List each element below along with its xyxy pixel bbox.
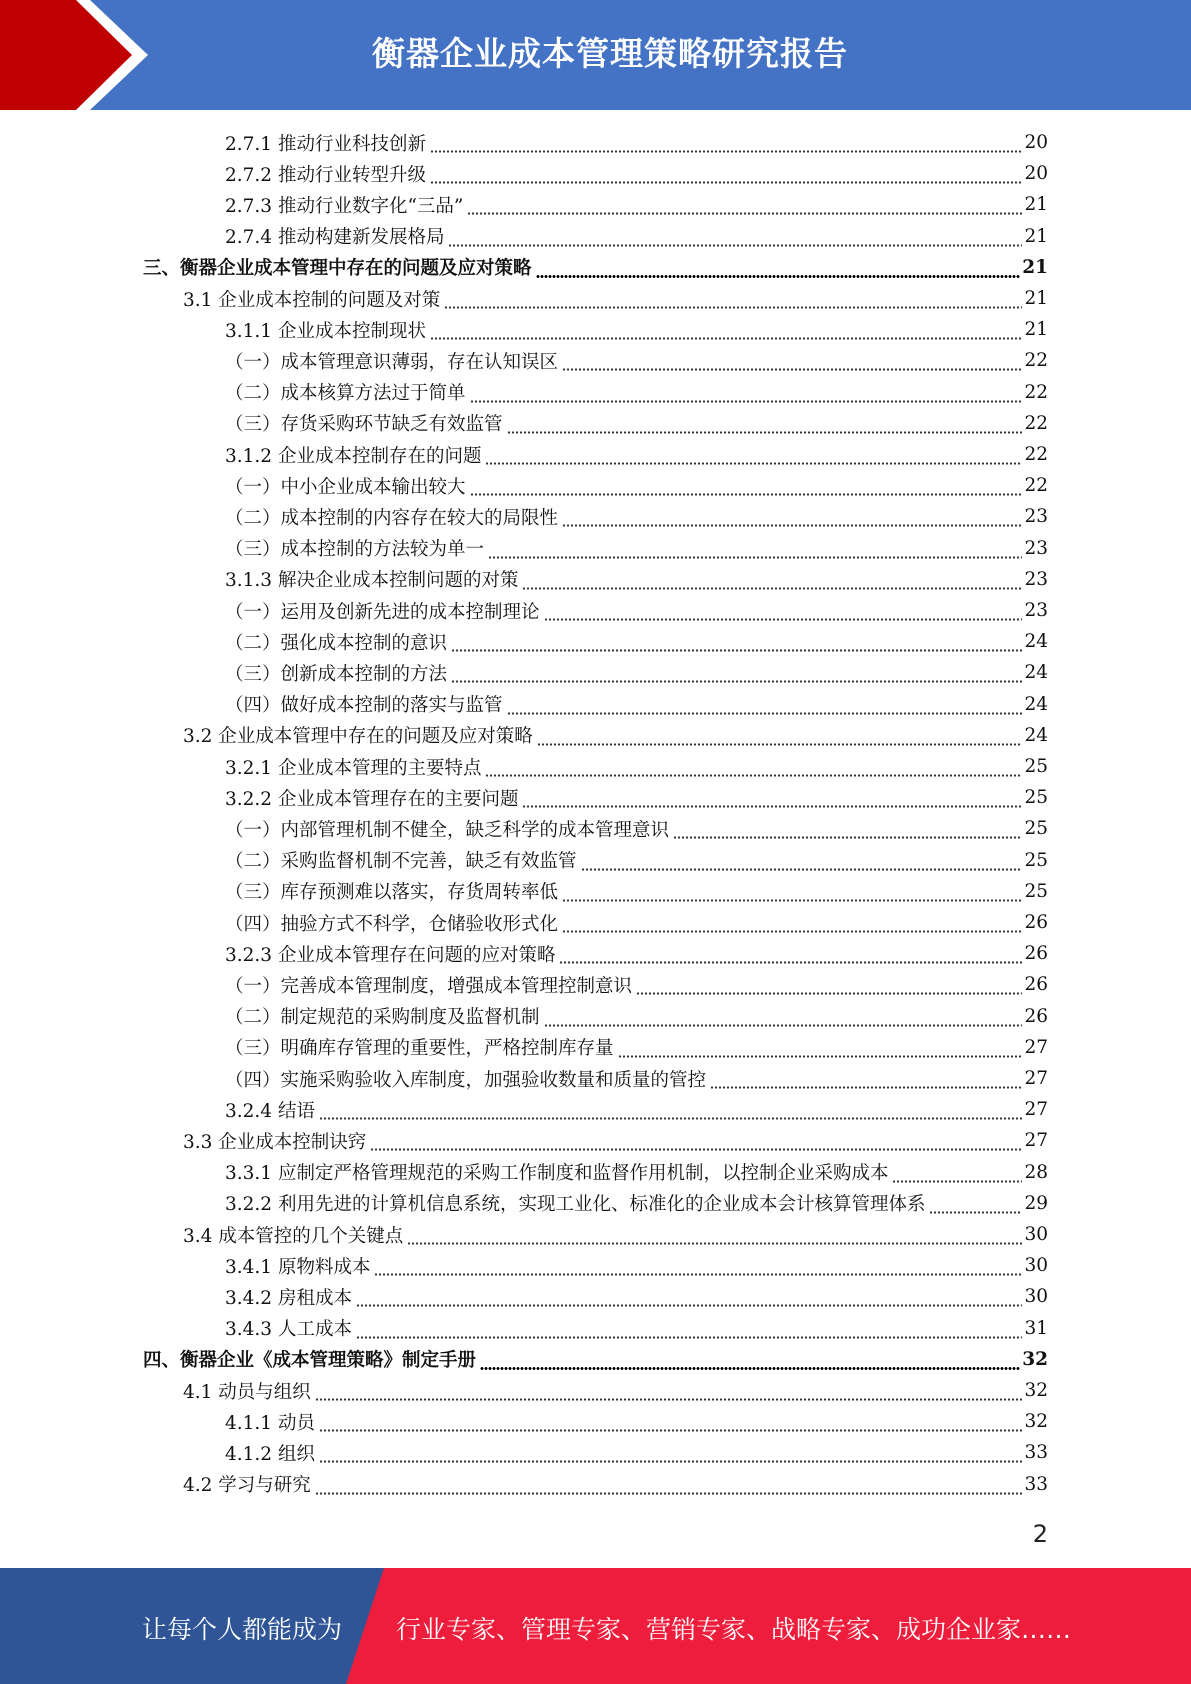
toc-entry[interactable] xyxy=(225,1437,1048,1468)
toc-entry-page: 32 xyxy=(1022,1348,1048,1370)
toc-entry-title: （一）成本管理意识薄弱，存在认知误区 xyxy=(225,351,559,373)
toc-dot-leader xyxy=(444,283,1022,314)
toc-entry-title: 2.7.2 推动行业转型升级 xyxy=(225,164,426,186)
toc-entry-title: （二）强化成本控制的意识 xyxy=(225,632,448,654)
toc-entry-page: 21 xyxy=(1024,225,1048,247)
toc-entry[interactable] xyxy=(225,938,1048,969)
toc-entry-page: 27 xyxy=(1024,1130,1048,1152)
toc-dot-leader xyxy=(319,1094,1023,1125)
toc-entry[interactable] xyxy=(225,845,1048,876)
toc-dot-leader xyxy=(315,1375,1023,1406)
toc-entry-page: 25 xyxy=(1024,818,1048,840)
toc-entry-title: 3.2.1 企业成本管理的主要特点 xyxy=(225,757,482,779)
toc-entry-page: 23 xyxy=(1024,568,1048,590)
toc-dot-leader xyxy=(467,189,1022,220)
toc-dot-leader xyxy=(451,626,1022,657)
toc-entry-page: 30 xyxy=(1024,1224,1048,1245)
toc-entry[interactable] xyxy=(225,127,1048,158)
toc-entry-title: 四、衡器企业《成本管理策略》制定手册 xyxy=(143,1350,477,1372)
toc-entry[interactable] xyxy=(225,969,1048,1000)
toc-entry[interactable] xyxy=(225,377,1048,408)
toc-entry-page: 30 xyxy=(1024,1286,1048,1308)
toc-dot-leader xyxy=(673,813,1022,844)
toc-dot-leader xyxy=(618,1032,1023,1063)
toc-dot-leader xyxy=(356,1313,1023,1344)
toc-entry-page: 32 xyxy=(1024,1380,1048,1401)
toc-entry-page: 31 xyxy=(1024,1317,1048,1339)
toc-dot-leader xyxy=(581,845,1023,876)
toc-entry-title: 3.2.2 企业成本管理存在的主要问题 xyxy=(225,788,519,810)
toc-entry[interactable] xyxy=(225,1001,1048,1032)
toc-entry[interactable] xyxy=(225,470,1048,501)
toc-dot-leader xyxy=(430,158,1022,189)
toc-entry-title: （四）抽验方式不科学，仓储验收形式化 xyxy=(225,913,559,935)
toc-dot-leader xyxy=(488,533,1022,564)
toc-entry-page: 29 xyxy=(1024,1192,1048,1214)
toc-dot-leader xyxy=(522,564,1022,595)
toc-entry-page: 21 xyxy=(1024,288,1048,309)
toc-entry-title: 3.3.1 应制定严格管理规范的采购工作制度和监督作用机制，以控制企业采购成本 xyxy=(225,1163,889,1185)
toc-entry-title: 三、衡器企业成本管理中存在的问题及应对策略 xyxy=(143,258,532,280)
toc-entry-page: 27 xyxy=(1024,1068,1048,1089)
header-banner xyxy=(0,0,1191,110)
toc-entry[interactable] xyxy=(225,813,1048,844)
toc-entry[interactable] xyxy=(183,1469,1048,1500)
toc-dot-leader xyxy=(559,938,1022,969)
toc-entry-page: 26 xyxy=(1024,943,1048,965)
toc-entry[interactable] xyxy=(225,314,1048,345)
toc-entry[interactable] xyxy=(225,221,1048,252)
toc-entry[interactable] xyxy=(225,1281,1048,1312)
toc-dot-leader xyxy=(544,1001,1023,1032)
toc-entry-title: （三）成本控制的方法较为单一 xyxy=(225,539,485,561)
toc-entry-title: 4.1.2 组织 xyxy=(225,1443,315,1465)
toc-entry-page: 33 xyxy=(1024,1473,1048,1495)
toc-entry[interactable] xyxy=(183,283,1048,314)
toc-entry-title: 3.1.3 解决企业成本控制问题的对策 xyxy=(225,570,519,592)
toc-dot-leader xyxy=(522,782,1022,813)
toc-entry-page: 24 xyxy=(1024,724,1048,746)
toc-entry-title: （二）成本控制的内容存在较大的局限性 xyxy=(225,507,559,529)
report-title: 衡器企业成本管理策略研究报告 xyxy=(372,34,848,73)
toc-entry-page: 26 xyxy=(1024,974,1048,996)
toc-entry[interactable] xyxy=(225,689,1048,720)
toc-entry-title: 4.1.1 动员 xyxy=(225,1412,315,1434)
toc-entry-page: 26 xyxy=(1024,1005,1048,1027)
toc-entry-title: （三）存货采购环节缺乏有效监管 xyxy=(225,414,503,436)
toc-entry-title: （二）成本核算方法过于简单 xyxy=(225,383,466,405)
toc-entry[interactable] xyxy=(225,1063,1048,1094)
toc-entry[interactable] xyxy=(225,1250,1048,1281)
toc-entry-page: 23 xyxy=(1024,506,1048,528)
toc-entry[interactable] xyxy=(225,1313,1048,1344)
toc-entry-title: 3.2.4 结语 xyxy=(225,1100,315,1122)
toc-entry-title: （三）明确库存管理的重要性，严格控制库存量 xyxy=(225,1038,614,1060)
toc-entry-title: （一）中小企业成本输出较大 xyxy=(225,476,466,498)
toc-entry[interactable] xyxy=(225,1406,1048,1437)
toc-dot-leader xyxy=(507,408,1023,439)
toc-entry-title: （一）运用及创新先进的成本控制理论 xyxy=(225,601,540,623)
toc-dot-leader xyxy=(536,252,1021,283)
footer-slogan-right: 行业专家、管理专家、营销专家、战略专家、成功企业家…… xyxy=(396,1615,1072,1644)
toc-dot-leader xyxy=(485,751,1022,782)
toc-entry[interactable] xyxy=(183,720,1048,751)
toc-entry[interactable] xyxy=(225,595,1048,626)
toc-entry-page: 30 xyxy=(1024,1255,1048,1277)
toc-entry-title: （三）库存预测难以落实，存货周转率低 xyxy=(225,882,559,904)
toc-dot-leader xyxy=(537,720,1023,751)
toc-entry[interactable] xyxy=(225,1188,1048,1219)
toc-entry[interactable] xyxy=(225,189,1048,220)
footer-banner xyxy=(0,1568,1191,1684)
toc-entry[interactable] xyxy=(225,439,1048,470)
toc-entry[interactable] xyxy=(225,626,1048,657)
toc-entry[interactable] xyxy=(225,533,1048,564)
toc-entry[interactable] xyxy=(183,1125,1048,1156)
toc-entry-title: 2.7.4 推动构建新发展格局 xyxy=(225,227,445,249)
toc-entry-title: 3.4 成本管控的几个关键点 xyxy=(183,1225,404,1247)
toc-dot-leader xyxy=(929,1188,1022,1219)
toc-entry-page: 22 xyxy=(1024,444,1048,465)
toc-dot-leader xyxy=(430,314,1022,345)
toc-entry[interactable] xyxy=(225,782,1048,813)
toc-entry-title: （一）内部管理机制不健全，缺乏科学的成本管理意识 xyxy=(225,819,670,841)
toc-entry-page: 23 xyxy=(1024,537,1048,559)
toc-dot-leader xyxy=(356,1281,1023,1312)
toc-dot-leader xyxy=(507,689,1023,720)
toc-entry-title: 4.2 学习与研究 xyxy=(183,1475,311,1497)
toc-entry-page: 23 xyxy=(1024,600,1048,621)
toc-entry-title: 3.4.1 原物料成本 xyxy=(225,1256,371,1278)
toc-dot-leader xyxy=(319,1437,1023,1468)
toc-dot-leader xyxy=(562,907,1022,938)
toc-entry-page: 21 xyxy=(1022,256,1048,278)
toc-entry-title: 4.1 动员与组织 xyxy=(183,1381,311,1403)
toc-entry-title: （二）制定规范的采购制度及监督机制 xyxy=(225,1007,540,1029)
toc-entry[interactable] xyxy=(183,1219,1048,1250)
toc-dot-leader xyxy=(374,1250,1022,1281)
toc-dot-leader xyxy=(636,969,1022,1000)
toc-dot-leader xyxy=(485,439,1022,470)
toc-dot-leader xyxy=(430,127,1022,158)
toc-dot-leader xyxy=(315,1469,1023,1500)
footer-slogan-left: 让每个人都能成为 xyxy=(142,1615,343,1644)
toc-entry-page: 21 xyxy=(1024,194,1048,216)
page-number: 2 xyxy=(1032,1520,1048,1548)
toc-dot-leader xyxy=(562,345,1022,376)
toc-entry-page: 24 xyxy=(1024,693,1048,715)
toc-entry[interactable] xyxy=(225,408,1048,439)
toc-entry[interactable] xyxy=(225,1094,1048,1125)
toc-entry-page: 24 xyxy=(1024,631,1048,653)
toc-entry-title: （四）实施采购验收入库制度，加强验收数量和质量的管控 xyxy=(225,1069,707,1091)
toc-entry-title: 3.1.2 企业成本控制存在的问题 xyxy=(225,445,482,467)
toc-entry-page: 22 xyxy=(1024,350,1048,372)
toc-entry-title: 3.2.3 企业成本管理存在问题的应对策略 xyxy=(225,944,556,966)
toc-entry[interactable] xyxy=(183,1375,1048,1406)
toc-entry-page: 21 xyxy=(1024,319,1048,341)
toc-entry-page: 26 xyxy=(1024,912,1048,933)
toc-dot-leader xyxy=(470,470,1023,501)
toc-dot-leader xyxy=(892,1157,1022,1188)
toc-entry-page: 25 xyxy=(1024,880,1048,902)
toc-dot-leader xyxy=(319,1406,1023,1437)
toc-entry-page: 25 xyxy=(1024,756,1048,777)
toc-dot-leader xyxy=(480,1344,1020,1375)
toc-entry-title: 2.7.3 推动行业数字化“三品” xyxy=(225,195,464,217)
toc-entry-title: 3.1.1 企业成本控制现状 xyxy=(225,320,426,342)
toc-dot-leader xyxy=(451,657,1022,688)
toc-entry-title: 3.2.2 利用先进的计算机信息系统，实现工业化、标准化的企业成本会计核算管理体系 xyxy=(225,1194,926,1216)
toc-entry[interactable] xyxy=(225,564,1048,595)
toc-entry-title: （三）创新成本控制的方法 xyxy=(225,663,448,685)
toc-entry[interactable] xyxy=(143,1344,1048,1375)
toc-dot-leader xyxy=(562,876,1022,907)
toc-entry-page: 20 xyxy=(1024,163,1048,185)
toc-entry[interactable] xyxy=(225,1032,1048,1063)
toc-entry-title: （一）完善成本管理制度，增强成本管理控制意识 xyxy=(225,975,633,997)
toc-entry-page: 27 xyxy=(1024,1099,1048,1121)
toc-entry-title: 2.7.1 推动行业科技创新 xyxy=(225,133,426,155)
toc-dot-leader xyxy=(544,595,1023,626)
toc-entry-page: 20 xyxy=(1024,132,1048,153)
toc-entry-page: 28 xyxy=(1024,1161,1048,1183)
toc-entry-title: 3.4.2 房租成本 xyxy=(225,1287,352,1309)
toc-entry-title: 3.4.3 人工成本 xyxy=(225,1319,352,1341)
toc-entry-title: 3.2 企业成本管理中存在的问题及应对策略 xyxy=(183,726,533,748)
toc-dot-leader xyxy=(562,501,1022,532)
toc-entry[interactable] xyxy=(225,345,1048,376)
toc-entry-title: 3.1 企业成本控制的问题及对策 xyxy=(183,289,441,311)
toc-entry-page: 25 xyxy=(1024,787,1048,809)
toc-entry-page: 33 xyxy=(1024,1442,1048,1464)
toc-entry[interactable] xyxy=(225,657,1048,688)
toc-entry-page: 22 xyxy=(1024,412,1048,434)
toc-dot-leader xyxy=(710,1063,1022,1094)
toc-entry[interactable] xyxy=(225,907,1048,938)
toc-entry[interactable] xyxy=(225,876,1048,907)
toc-entry-title: 3.3 企业成本控制诀窍 xyxy=(183,1131,367,1153)
toc-entry[interactable] xyxy=(225,501,1048,532)
toc-dot-leader xyxy=(448,221,1022,252)
toc-dot-leader xyxy=(407,1219,1022,1250)
toc-entry-title: （二）采购监督机制不完善，缺乏有效监管 xyxy=(225,851,577,873)
toc-entry-page: 25 xyxy=(1024,849,1048,871)
toc-entry-page: 24 xyxy=(1024,662,1048,684)
toc-entry-page: 22 xyxy=(1024,475,1048,497)
toc-entry[interactable] xyxy=(225,158,1048,189)
toc-entry[interactable] xyxy=(225,751,1048,782)
toc-entry[interactable] xyxy=(225,1157,1048,1188)
toc-entry-page: 32 xyxy=(1024,1411,1048,1433)
toc-dot-leader xyxy=(370,1125,1022,1156)
toc-entry[interactable] xyxy=(143,252,1048,283)
toc-entry-page: 22 xyxy=(1024,381,1048,403)
toc-dot-leader xyxy=(470,377,1023,408)
toc-entry-title: （四）做好成本控制的落实与监管 xyxy=(225,695,503,717)
toc-entry-page: 27 xyxy=(1024,1036,1048,1058)
